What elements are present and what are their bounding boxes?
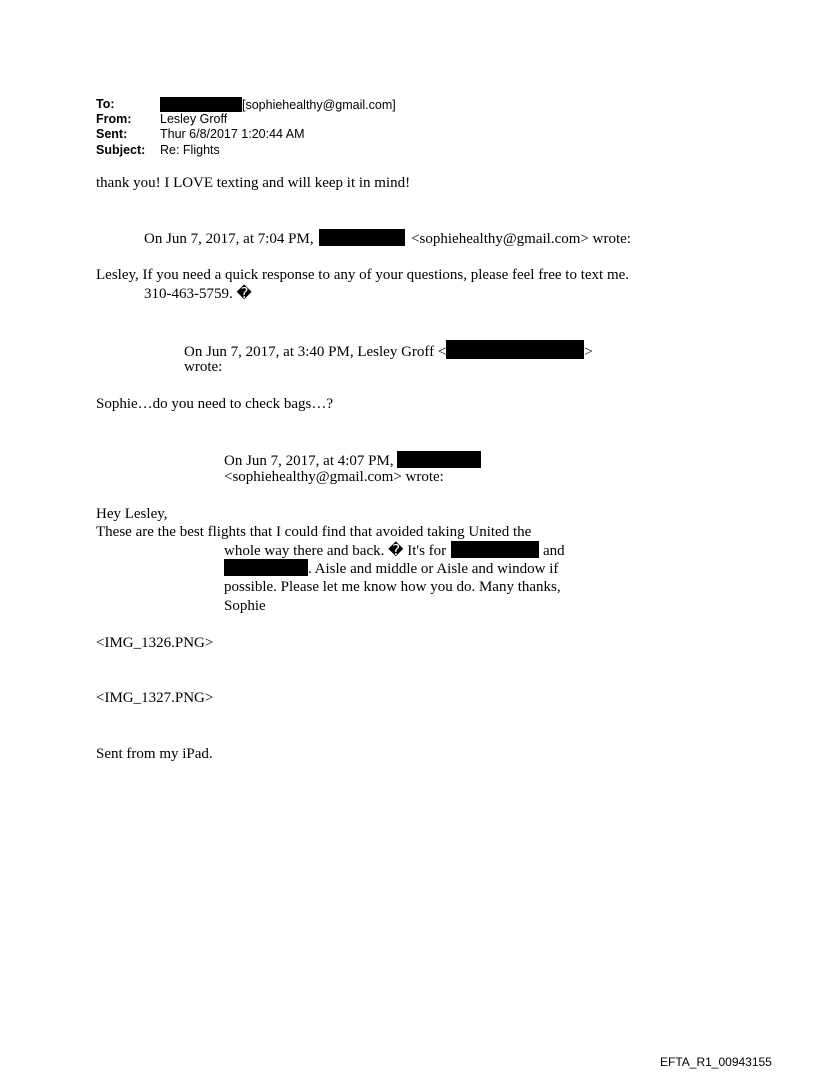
message-line2-text: whole way there and back. � It's for: [224, 543, 447, 559]
quote2-intro-date: On Jun 7, 2017, at 3:40 PM, Lesley Groff <: [184, 344, 447, 360]
sent-value: Thur 6/8/2017 1:20:44 AM: [160, 127, 305, 141]
subject-label: Subject:: [96, 143, 146, 157]
redaction-box: [446, 340, 584, 359]
redaction-box: [319, 229, 405, 246]
to-row: [96, 97, 115, 112]
quote2-intro-close: >: [584, 344, 593, 360]
message-line2: [224, 541, 565, 560]
redaction-box: [160, 97, 242, 112]
message-line2-end: and: [542, 543, 565, 559]
quote2-intro: [184, 340, 593, 361]
quote1-line1: Lesley, If you need a quick response to any of your questions, please feel free to text me.: [96, 267, 630, 283]
quote1-intro-email: <sophiehealthy@gmail.com> wrote:: [411, 231, 631, 247]
signature: Sent from my iPad.: [96, 746, 213, 762]
message-line5: Sophie: [224, 598, 266, 614]
quote2-text: Sophie…do you need to check bags…?: [96, 396, 334, 412]
message-line4: possible. Please let me know how you do. Many thanks,: [224, 579, 561, 595]
reply-text: thank you! I LOVE texting and will keep it in mind!: [96, 175, 411, 191]
quote3-intro-date: On Jun 7, 2017, at 4:07 PM,: [224, 453, 394, 469]
quote1-intro-date: On Jun 7, 2017, at 7:04 PM,: [144, 231, 314, 247]
attachment-1: <IMG_1326.PNG>: [96, 635, 214, 651]
from-label: From:: [96, 112, 132, 126]
quote1-intro: [144, 229, 631, 248]
to-value-row: [160, 97, 396, 113]
quote1-line2: 310-463-5759. �: [144, 286, 252, 302]
quote3-intro-email: <sophiehealthy@gmail.com> wrote:: [224, 469, 444, 485]
quote2-intro-wrote: wrote:: [184, 359, 223, 375]
sent-label: Sent:: [96, 127, 128, 141]
document-id: EFTA_R1_00943155: [660, 1055, 772, 1069]
redaction-box: [397, 451, 481, 468]
attachment-2: <IMG_1327.PNG>: [96, 690, 214, 706]
message-line3-text: . Aisle and middle or Aisle and window if: [308, 561, 559, 577]
message-line3: [224, 559, 558, 578]
to-label: To:: [96, 97, 115, 111]
from-value: Lesley Groff: [160, 112, 228, 126]
greeting: Hey Lesley,: [96, 506, 168, 522]
subject-value: Re: Flights: [160, 143, 220, 157]
to-value: [sophiehealthy@gmail.com]: [242, 98, 396, 112]
redaction-box: [451, 541, 539, 558]
message-line1: These are the best flights that I could find that avoided taking United the: [96, 524, 532, 540]
redaction-box: [224, 559, 308, 576]
